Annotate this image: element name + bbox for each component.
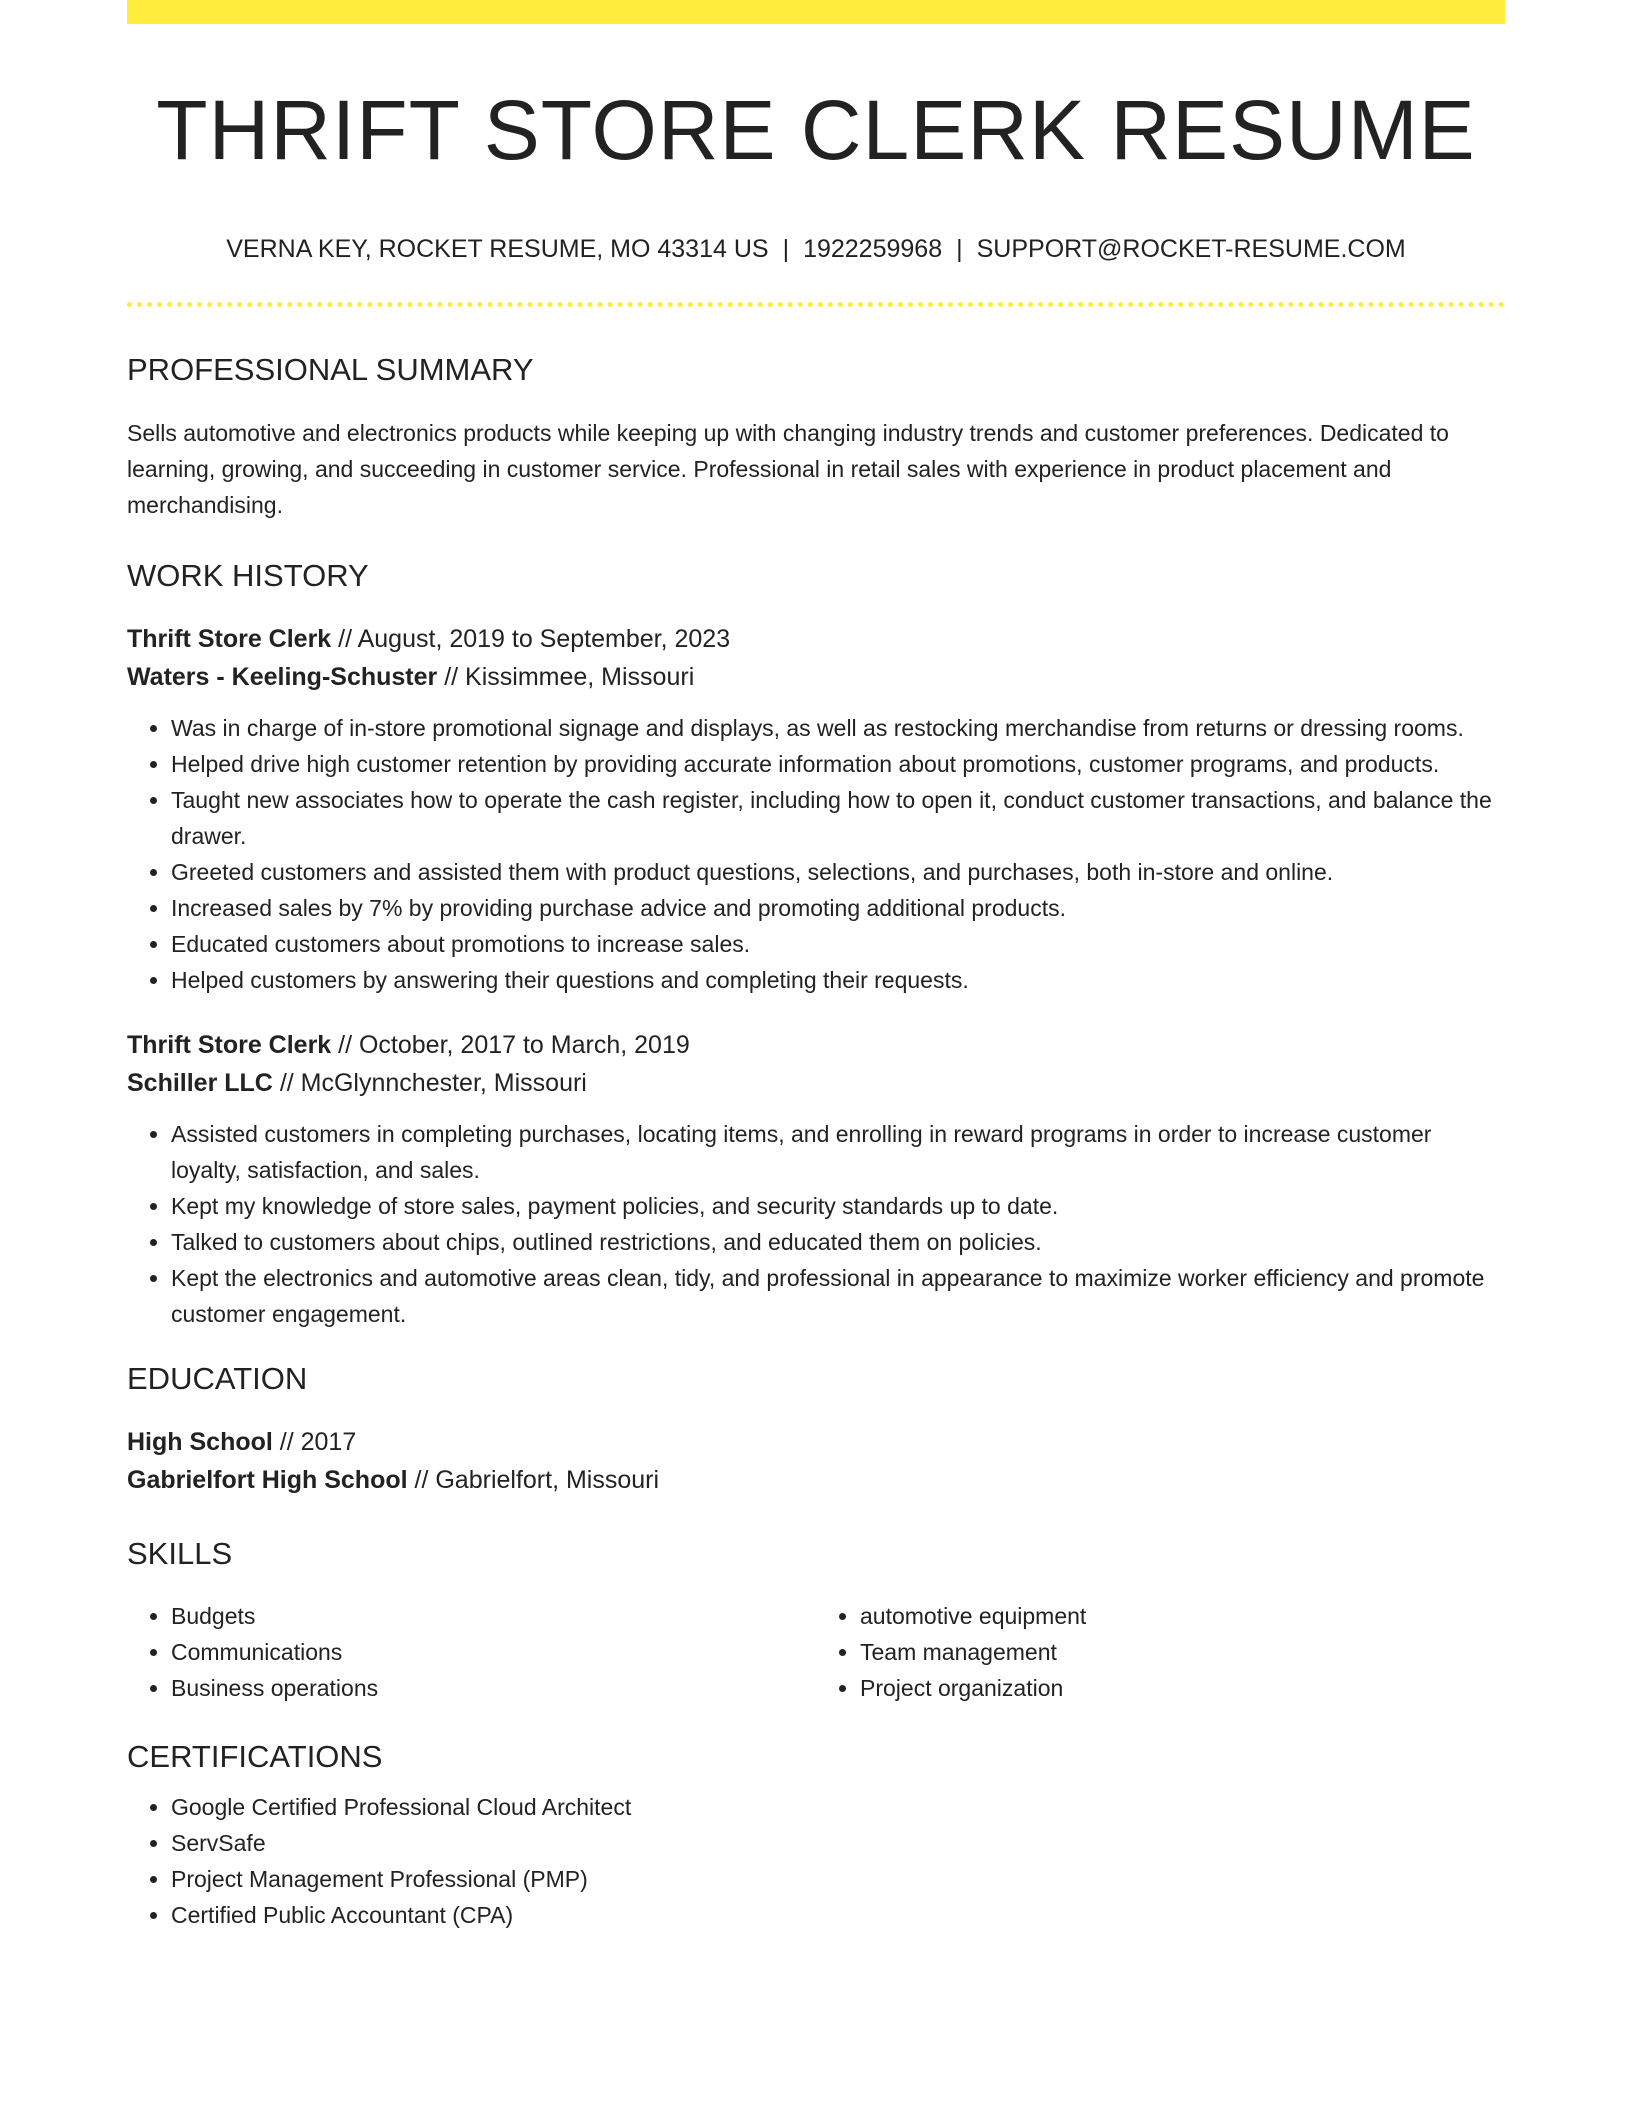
list-item: • Kept the electronics and automotive areas clean, tidy, and professional in appearance to maximize worker efficiency and promote customer engagement. bbox=[171, 1260, 1505, 1332]
list-item: • Certified Public Accountant (CPA) bbox=[171, 1897, 1505, 1933]
list-item: • Budgets bbox=[171, 1598, 816, 1634]
list-item: • Google Certified Professional Cloud Architect bbox=[171, 1789, 1505, 1825]
list-item: • Helped drive high customer retention by providing accurate information about promotions, customer programs, and products. bbox=[171, 746, 1505, 782]
job-company-line bbox=[127, 1064, 1505, 1102]
list-item: • Talked to customers about chips, outlined restrictions, and educated them on policies. bbox=[171, 1224, 1505, 1260]
list-item: • Increased sales by 7% by providing purchase advice and promoting additional products. bbox=[171, 890, 1505, 926]
contact-phone: 1922259968 bbox=[803, 235, 943, 264]
dotted-divider bbox=[127, 302, 1505, 307]
education-location: // Gabrielfort, Missouri bbox=[407, 1465, 660, 1494]
top-accent-bar bbox=[127, 0, 1505, 24]
education-degree: High School bbox=[127, 1427, 273, 1456]
list-item: • automotive equipment bbox=[860, 1598, 1505, 1634]
list-item: • Taught new associates how to operate the cash register, including how to open it, conduct customer transactions, and balance the drawer. bbox=[171, 782, 1505, 854]
job-location: // Kissimmee, Missouri bbox=[437, 662, 695, 691]
job-entry bbox=[127, 620, 1505, 998]
job-title: Thrift Store Clerk bbox=[127, 624, 332, 653]
skills-column-left bbox=[127, 1598, 816, 1706]
job-bullets bbox=[127, 1116, 1505, 1332]
contact-address: VERNA KEY, ROCKET RESUME, MO 43314 US bbox=[226, 235, 769, 264]
list-item: • Helped customers by answering their questions and completing their requests. bbox=[171, 962, 1505, 998]
job-company-line bbox=[127, 658, 1505, 696]
certifications-list bbox=[127, 1789, 1505, 1933]
skills-list bbox=[127, 1598, 816, 1706]
list-item: • Was in charge of in-store promotional signage and displays, as well as restocking merchandise from returns or dressing rooms. bbox=[171, 710, 1505, 746]
contact-line bbox=[127, 234, 1505, 264]
list-item: • Project organization bbox=[860, 1670, 1505, 1706]
list-item: • Team management bbox=[860, 1634, 1505, 1670]
work-history-heading: WORK HISTORY bbox=[127, 557, 369, 593]
resume-title: THRIFT STORE CLERK RESUME bbox=[156, 83, 1476, 177]
list-item: • Communications bbox=[171, 1634, 816, 1670]
contact-separator: | bbox=[782, 235, 790, 264]
skills-column-right bbox=[816, 1598, 1505, 1706]
job-title-line bbox=[127, 620, 1505, 658]
education-school-line bbox=[127, 1461, 1505, 1499]
skills-list bbox=[816, 1598, 1505, 1706]
resume-page bbox=[127, 0, 1505, 1933]
certifications-heading: CERTIFICATIONS bbox=[127, 1739, 383, 1775]
education-entry bbox=[127, 1423, 1505, 1499]
list-item: • Project Management Professional (PMP) bbox=[171, 1861, 1505, 1897]
summary-heading: PROFESSIONAL SUMMARY bbox=[127, 352, 534, 388]
contact-email: SUPPORT@ROCKET-RESUME.COM bbox=[976, 235, 1406, 264]
job-title: Thrift Store Clerk bbox=[127, 1030, 332, 1059]
contact-separator: | bbox=[956, 235, 963, 264]
list-item: • Greeted customers and assisted them with product questions, selections, and purchases, both in-store and online. bbox=[171, 854, 1505, 890]
education-degree-line bbox=[127, 1423, 1505, 1461]
job-location: // McGlynnchester, Missouri bbox=[272, 1068, 587, 1097]
list-item: • Business operations bbox=[171, 1670, 816, 1706]
list-item: • Educated customers about promotions to increase sales. bbox=[171, 926, 1505, 962]
job-entry bbox=[127, 1026, 1505, 1332]
list-item: • ServSafe bbox=[171, 1825, 1505, 1861]
job-company: Waters - Keeling-Schuster bbox=[127, 662, 438, 691]
job-bullets bbox=[127, 710, 1505, 998]
education-heading: EDUCATION bbox=[127, 1360, 308, 1396]
list-item: • Kept my knowledge of store sales, payment policies, and security standards up to date. bbox=[171, 1188, 1505, 1224]
education-school: Gabrielfort High School bbox=[127, 1465, 408, 1494]
job-company: Schiller LLC bbox=[127, 1068, 273, 1097]
list-item: • Assisted customers in completing purchases, locating items, and enrolling in reward programs in order to increase customer loyalty, satisfaction, and sales. bbox=[171, 1116, 1505, 1188]
job-title-line bbox=[127, 1026, 1505, 1064]
education-year: // 2017 bbox=[272, 1427, 357, 1456]
skills-grid bbox=[127, 1598, 1505, 1706]
job-dates: // October, 2017 to March, 2019 bbox=[331, 1030, 690, 1059]
summary-text: Sells automotive and electronics products while keeping up with changing industry trends and customer preferences. Dedicated to learning, growing, and succeeding in customer service. Professional in retail sales with experience in product placement and merchandising. bbox=[127, 419, 1449, 518]
job-dates: // August, 2019 to September, 2023 bbox=[331, 624, 731, 653]
skills-heading: SKILLS bbox=[127, 1535, 233, 1571]
